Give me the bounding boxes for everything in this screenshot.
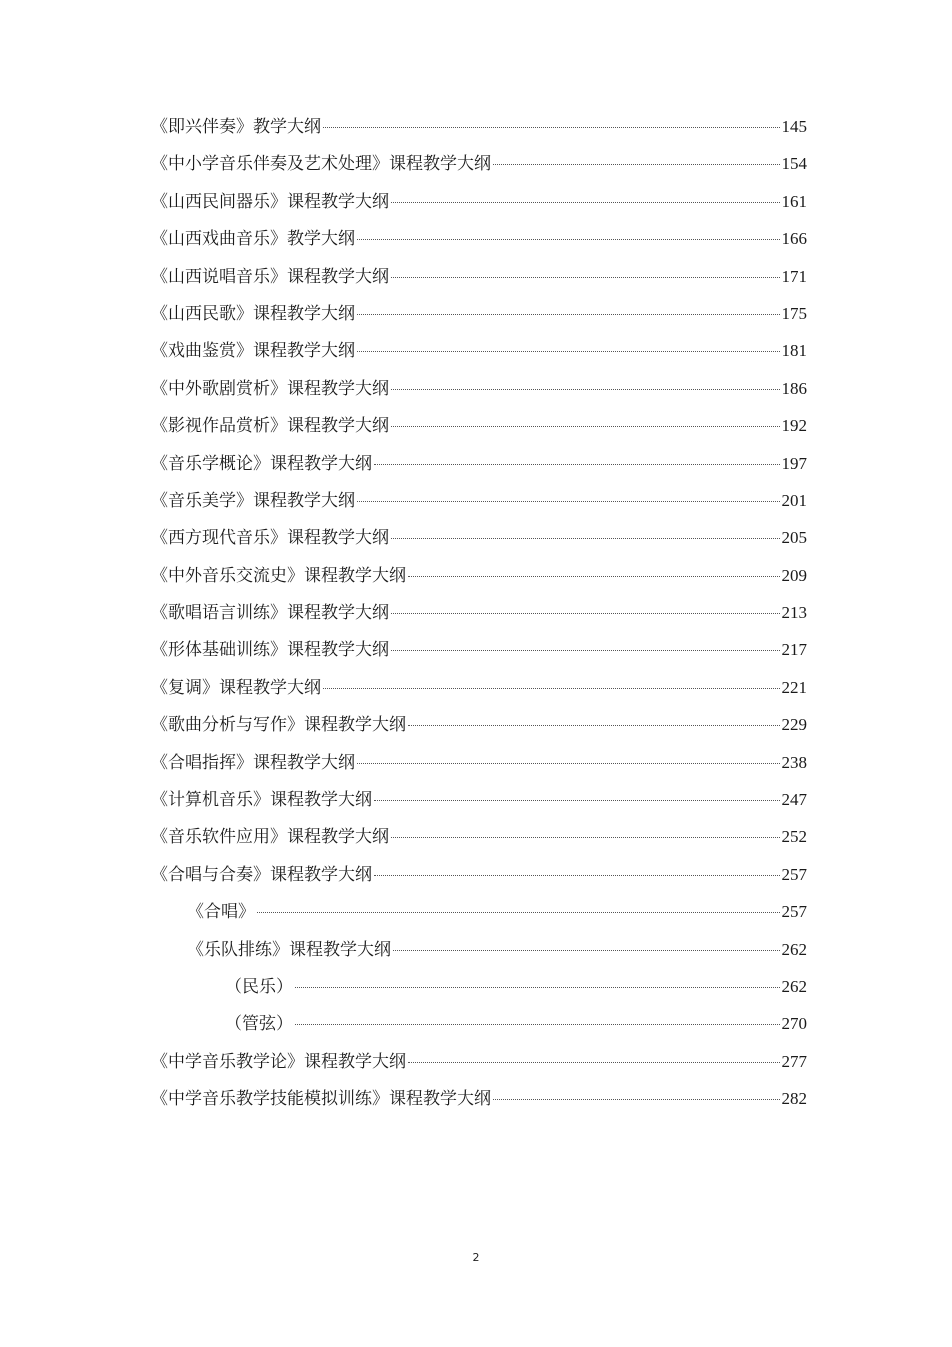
- toc-dot-leader: [393, 950, 780, 951]
- toc-entry-title: 《山西民歌》课程教学大纲: [151, 303, 355, 324]
- toc-entry-page: 166: [781, 229, 807, 249]
- toc-entry-page: 161: [781, 191, 807, 211]
- toc-entry-page: 197: [781, 453, 807, 473]
- toc-entry-title: 《影视作品赏析》课程教学大纲: [151, 416, 389, 437]
- toc-entry-title: 《中学音乐教学技能模拟训练》课程教学大纲: [151, 1089, 491, 1110]
- toc-dot-leader: [323, 127, 780, 128]
- toc-dot-leader: [391, 837, 780, 838]
- toc-dot-leader: [257, 912, 780, 913]
- toc-subentry[interactable]: [151, 937, 807, 974]
- toc-entry-page: 175: [781, 303, 807, 323]
- toc-entry[interactable]: [151, 151, 807, 188]
- page-number: 2: [472, 1251, 480, 1264]
- toc-entry-page: 270: [781, 1014, 807, 1034]
- toc-entry-title: 《合唱指挥》课程教学大纲: [151, 752, 355, 773]
- toc-dot-leader: [323, 688, 780, 689]
- toc-entry-page: 171: [781, 266, 807, 286]
- toc-entry[interactable]: [151, 451, 807, 488]
- toc-dot-leader: [374, 875, 780, 876]
- toc-entry[interactable]: [151, 488, 807, 525]
- toc-entry-title: 《复调》课程教学大纲: [151, 677, 321, 698]
- toc-entry-title: 《歌曲分析与写作》课程教学大纲: [151, 715, 406, 736]
- toc-dot-leader: [391, 650, 780, 651]
- toc-entry[interactable]: [151, 712, 807, 749]
- toc-entry-title: （管弦）: [225, 1014, 293, 1035]
- toc-entry-page: 247: [781, 790, 807, 810]
- toc-entry-page: 229: [781, 715, 807, 735]
- toc-entry-title: 《山西说唱音乐》课程教学大纲: [151, 266, 389, 287]
- toc-entry[interactable]: [151, 376, 807, 413]
- toc-entry-title: 《音乐学概论》课程教学大纲: [151, 453, 372, 474]
- toc-entry-title: 《合唱》: [187, 902, 255, 923]
- toc-dot-leader: [357, 501, 780, 502]
- toc-entry[interactable]: [151, 1086, 807, 1123]
- toc-entry[interactable]: [151, 226, 807, 263]
- toc-entry-title: （民乐）: [225, 976, 293, 997]
- toc-entry[interactable]: [151, 862, 807, 899]
- toc-entry-page: 238: [781, 752, 807, 772]
- toc-entry-page: 277: [781, 1051, 807, 1071]
- toc-dot-leader: [391, 538, 780, 539]
- toc-entry-page: 213: [781, 603, 807, 623]
- toc-entry-title: 《山西戏曲音乐》教学大纲: [151, 229, 355, 250]
- toc-dot-leader: [357, 239, 780, 240]
- toc-entry[interactable]: [151, 114, 807, 151]
- toc-entry-page: 205: [781, 528, 807, 548]
- toc-dot-leader: [391, 277, 780, 278]
- toc-dot-leader: [357, 763, 780, 764]
- toc-entry-title: 《即兴伴奏》教学大纲: [151, 117, 321, 137]
- toc-entry[interactable]: [151, 1049, 807, 1086]
- toc-entry-title: 《戏曲鉴赏》课程教学大纲: [151, 341, 355, 362]
- toc-entry[interactable]: [151, 675, 807, 712]
- toc-entry[interactable]: [151, 301, 807, 338]
- toc-entry[interactable]: [151, 600, 807, 637]
- toc-entry-title: 《音乐软件应用》课程教学大纲: [151, 827, 389, 848]
- toc-entry-page: 221: [781, 677, 807, 697]
- toc-dot-leader: [391, 613, 780, 614]
- toc-dot-leader: [374, 800, 780, 801]
- toc-subentry[interactable]: [151, 899, 807, 936]
- toc-entry[interactable]: [151, 264, 807, 301]
- toc-entry-title: 《西方现代音乐》课程教学大纲: [151, 528, 389, 549]
- toc-entry-title: 《音乐美学》课程教学大纲: [151, 490, 355, 511]
- toc-dot-leader: [357, 314, 780, 315]
- toc-entry-title: 《形体基础训练》课程教学大纲: [151, 640, 389, 661]
- toc-entry-page: 192: [781, 416, 807, 436]
- toc-dot-leader: [295, 987, 780, 988]
- toc-dot-leader: [374, 464, 780, 465]
- toc-entry-page: 217: [781, 640, 807, 660]
- toc-dot-leader: [357, 351, 780, 352]
- toc-entry-page: 262: [781, 976, 807, 996]
- toc-subsubentry[interactable]: [151, 974, 807, 1011]
- toc-entry-title: 《中外音乐交流史》课程教学大纲: [151, 565, 406, 586]
- toc-entry-page: 252: [781, 827, 807, 847]
- toc-entry-page: 145: [781, 117, 807, 136]
- toc-entry-title: 《中小学音乐伴奏及艺术处理》课程教学大纲: [151, 154, 491, 175]
- toc-entry-page: 181: [781, 341, 807, 361]
- toc-entry-page: 154: [781, 154, 807, 174]
- toc-dot-leader: [295, 1024, 780, 1025]
- table-of-contents: [151, 114, 807, 1124]
- toc-dot-leader: [391, 389, 780, 390]
- toc-entry-title: 《中学音乐教学论》课程教学大纲: [151, 1051, 406, 1072]
- toc-entry[interactable]: [151, 563, 807, 600]
- toc-entry-title: 《乐队排练》课程教学大纲: [187, 939, 391, 960]
- toc-entry[interactable]: [151, 525, 807, 562]
- toc-entry-page: 282: [781, 1089, 807, 1109]
- toc-dot-leader: [493, 1099, 780, 1100]
- toc-entry[interactable]: [151, 637, 807, 674]
- toc-entry[interactable]: [151, 824, 807, 861]
- toc-subsubentry[interactable]: [151, 1011, 807, 1048]
- toc-entry-page: 262: [781, 939, 807, 959]
- toc-entry-page: 209: [781, 565, 807, 585]
- toc-entry[interactable]: [151, 413, 807, 450]
- toc-entry-title: 《歌唱语言训练》课程教学大纲: [151, 603, 389, 624]
- toc-dot-leader: [391, 426, 780, 427]
- toc-dot-leader: [391, 202, 780, 203]
- toc-entry-title: 《山西民间器乐》课程教学大纲: [151, 191, 389, 212]
- toc-entry-page: 201: [781, 490, 807, 510]
- toc-entry[interactable]: [151, 750, 807, 787]
- toc-entry[interactable]: [151, 338, 807, 375]
- toc-entry-title: 《合唱与合奏》课程教学大纲: [151, 864, 372, 885]
- toc-dot-leader: [408, 1062, 780, 1063]
- toc-dot-leader: [408, 725, 780, 726]
- toc-entry-page: 186: [781, 378, 807, 398]
- toc-entry-title: 《中外歌剧赏析》课程教学大纲: [151, 378, 389, 399]
- toc-entry-page: 257: [781, 902, 807, 922]
- toc-entry-page: 257: [781, 864, 807, 884]
- toc-dot-leader: [493, 164, 780, 165]
- toc-entry[interactable]: [151, 189, 807, 226]
- toc-entry-title: 《计算机音乐》课程教学大纲: [151, 790, 372, 811]
- toc-dot-leader: [408, 576, 780, 577]
- toc-entry[interactable]: [151, 787, 807, 824]
